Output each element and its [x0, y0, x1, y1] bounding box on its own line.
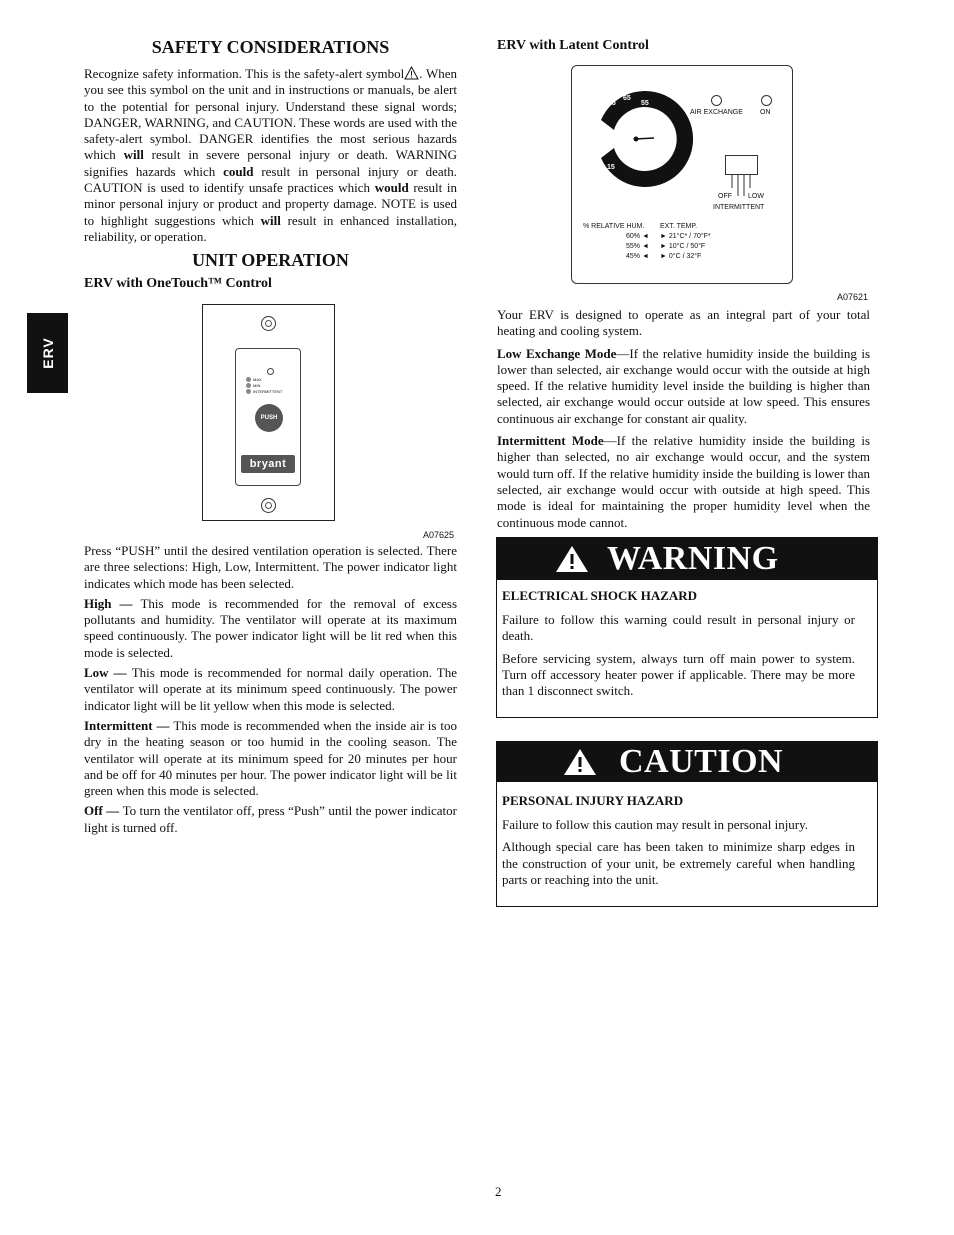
- push-button[interactable]: PUSH: [255, 404, 283, 432]
- dial-number-55: 55: [641, 100, 649, 107]
- mode-intermittent-term: Intermittent —: [84, 717, 174, 733]
- mode-high: [84, 596, 457, 661]
- mode-low-term: Low —: [84, 665, 132, 681]
- caution-box: [496, 741, 878, 907]
- temp-row-21: ► 21°C* / 70°F*: [660, 233, 711, 240]
- mode-low: [84, 665, 457, 714]
- low-exchange-mode: [497, 346, 870, 427]
- temp-row-10: ► 10°C / 50°F: [660, 243, 706, 250]
- latent-intro: Your ERV is designed to operate as an integral part of your total heating and cooling system.: [497, 307, 870, 339]
- mode-switch[interactable]: [725, 155, 758, 175]
- mode-indicator-list: [246, 376, 282, 394]
- warning-body: [497, 580, 877, 699]
- latent-heading: ERV with Latent Control: [497, 38, 649, 53]
- mode-high-term: High —: [84, 595, 141, 611]
- safety-text: [84, 66, 457, 245]
- dial-number-15: 15: [607, 164, 615, 171]
- caution-banner: [497, 742, 877, 782]
- bottom-screw-icon: [261, 498, 276, 513]
- warning-p2: Before servicing system, always turn off main power to system. Turn off accessory heater power if applicable. There may be more than 1 disconnect switch.: [502, 650, 855, 699]
- air-exchange-light: [711, 95, 722, 106]
- mode-low-text: This mode is recommended for normal daily operation. The ventilator will operate at its minimum speed continuously. The power indicator light will be lit yellow when this mode is selected.: [84, 665, 458, 713]
- mode-intermittent: [84, 718, 457, 799]
- mode-intermittent-text: This mode is recommended when the inside air is too dry in the heating season or too humid in the cooling season. The ventilator will operate at its minimum speed for 20 minutes per hour and be off for 40 minutes per hour. The power indicator light will be lit green when this mode is selected.: [84, 717, 458, 799]
- caution-alert-icon: [563, 748, 597, 776]
- dial-number-75: 75: [608, 100, 616, 107]
- onetouch-intro: Press “PUSH” until the desired ventilation operation is selected. There are three selections: High, Low, Intermittent. The power indicator light indicates which mode has been selected.: [84, 543, 457, 591]
- warning-hazard-title: ELECTRICAL SHOCK HAZARD: [502, 588, 698, 603]
- intermittent-mode-text: —If the relative humidity inside the building is higher than selected, no air exchange would occur, and the system would turn off. If the relative humidity inside the building is lower than selected, air exchange would occur with outside at high speed. This mode is ideal for maintaining the proper humidity level when the continuous mode cannot.: [497, 433, 870, 530]
- off-label: OFF: [718, 193, 732, 200]
- indicator-label-max: MAX: [253, 376, 262, 382]
- dial-number-25: 25: [641, 164, 649, 171]
- humidity-row-45: 45% ◄: [626, 253, 649, 260]
- on-light: [761, 95, 772, 106]
- dial-number-45: 45: [654, 117, 662, 124]
- mode-off-text: To turn the ventilator off, press “Push” until the power indicator light is turned off.: [84, 803, 457, 835]
- latent-control-panel: [571, 65, 793, 284]
- mode-high-text: This mode is recommended for the removal of excess pollutants and humidity. The ventilator will operate at its maximum speed continuously. The power indicator light will be lit red when this mode is selected.: [84, 595, 457, 660]
- humidity-row-55: 55% ◄: [626, 243, 649, 250]
- onetouch-heading: ERV with OneTouch™ Control: [84, 276, 272, 291]
- onetouch-control-plate: [202, 304, 335, 521]
- safety-heading: SAFETY CONSIDERATIONS: [151, 37, 390, 57]
- top-screw-icon: [261, 316, 276, 331]
- onetouch-control-panel: [235, 348, 301, 486]
- on-label: ON: [760, 109, 771, 116]
- safety-paragraph: Recognize safety information. This is the safety‑alert symbol . When you see this symbol on the unit and in instructions or manuals, be alert to the potential for personal injury. Understand these signal words; DANGER, WARNING, and CAUTION. These words are used with the safety‑alert symbol. DANGER identifies the most serious hazards which will result in severe personal injury or death. WARNING signifies hazards which could result in personal injury or death. CAUTION is used to identify unsafe practices which would result in minor personal injury or product and property damage. NOTE is used to highlight suggestions which will result in enhanced installation, reliability, or operation.: [84, 66, 458, 244]
- low-exchange-term: Low Exchange Mode: [497, 345, 617, 361]
- low-exchange-text: —If the relative humidity inside the building is lower than selected, air exchange would occur with the outside at high speed. If the relative humidity level inside the building is higher than selected, air exchange would occur outside at low speed. This ensures continuous air exchange for constant air quality.: [497, 345, 871, 426]
- intermittent-mode: [497, 433, 870, 531]
- relative-humidity-header: % RELATIVE HUM.: [583, 223, 645, 230]
- section-tab-erv: [27, 313, 68, 393]
- indicator-label-min: MIN: [253, 382, 261, 388]
- ext-temp-header: EXT. TEMP.: [660, 223, 698, 230]
- caution-word: CAUTION: [619, 743, 784, 780]
- temp-row-0: ► 0°C / 32°F: [660, 253, 702, 260]
- caution-hazard-title: PERSONAL INJURY HAZARD: [502, 793, 684, 808]
- mode-off: [84, 803, 457, 836]
- dial-number-35: 35: [656, 143, 664, 150]
- humidity-row-60: 60% ◄: [626, 233, 649, 240]
- dial-number-65: 65: [623, 95, 631, 102]
- warning-banner: [497, 538, 877, 580]
- caution-p1: Failure to follow this caution may result in personal injury.: [502, 817, 809, 832]
- page-number: 2: [495, 1184, 502, 1199]
- warning-box: [496, 537, 878, 718]
- warning-word: WARNING: [607, 540, 779, 577]
- onetouch-description: [84, 543, 457, 840]
- air-exchange-label: AIR EXCHANGE: [690, 109, 743, 116]
- bryant-logo: bryant: [241, 455, 295, 473]
- safety-alert-icon: [404, 66, 419, 80]
- intermittent-mode-term: Intermittent Mode: [497, 433, 604, 449]
- indicator-label-intermittent: INTERMITTENT: [253, 388, 283, 394]
- power-indicator-light: [267, 368, 274, 375]
- warning-alert-icon: [555, 545, 589, 573]
- caution-body: [497, 782, 877, 888]
- unit-operation-heading: UNIT OPERATION: [192, 250, 349, 270]
- low-label: LOW: [748, 193, 764, 200]
- figure-id-a07621: A07621: [837, 292, 869, 302]
- warning-p1: Failure to follow this warning could result in personal injury or death.: [502, 612, 855, 644]
- latent-description: [497, 307, 870, 531]
- caution-p2: Although special care has been taken to minimize sharp edges in the construction of your unit, be extremely careful when handling parts or reaching into the unit.: [502, 839, 855, 887]
- intermittent-label: INTERMITTENT: [713, 204, 765, 211]
- figure-id-a07625: A07625: [423, 530, 455, 540]
- mode-off-term: Off —: [84, 803, 123, 819]
- section-tab-label: ERV: [39, 337, 56, 369]
